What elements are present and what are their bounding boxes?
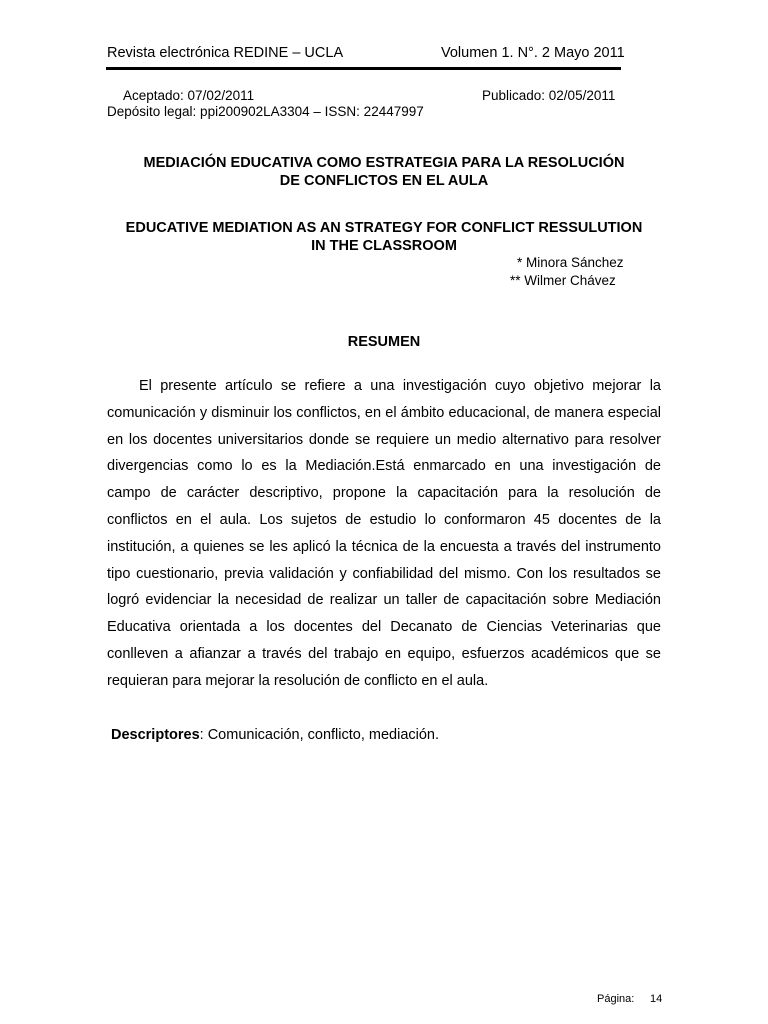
title-spanish [100, 154, 668, 190]
abstract-body: El presente artículo se refiere a una investigación cuyo objetivo mejorar la comunicación y disminuir los conflictos, en el ámbito educacional, de manera especial en los docentes universitarios donde se requiere un medio alternativo para resolver divergencias como lo es la Mediación.Está enmarcado en una investigación de campo de carácter descriptivo, propone la capacitación para la resolución de conflictos en el aula. Los sujetos de estudio lo conformaron 45 docentes de la institución, a quienes se les aplicó la técnica de la encuesta a través del instrumento tipo cuestionario, previa validación y confiabilidad del mismo. Con los resultados se logró evidenciar la necesidad de realizar un taller de capacitación sobre Mediación Educativa orientada a los docentes del Decanato de Ciencias Veterinarias que conlleven a afianzar a través del trabajo en equipo, esfuerzos académicos que se requieran para mejorar la resolución de conflicto en el aula. [107, 378, 661, 689]
legal-deposit: Depósito legal: ppi200902LA3304 – ISSN: 22447997 [107, 104, 424, 119]
accepted-date: Aceptado: 07/02/2011 [123, 88, 255, 103]
title-spanish-line2: DE CONFLICTOS EN EL AULA [279, 173, 489, 189]
volume-info: Volumen 1. N°. 2 Mayo 2011 [441, 45, 625, 61]
title-english-line2: IN THE CLASSROOM [311, 238, 457, 254]
page-label: Página: [597, 993, 635, 1005]
descriptors-label: Descriptores [111, 727, 200, 743]
descriptors [111, 727, 439, 743]
journal-name: Revista electrónica REDINE – UCLA [107, 45, 344, 61]
descriptors-text: : Comunicación, conflicto, mediación. [199, 727, 440, 743]
title-spanish-line1: MEDIACIÓN EDUCATIVA COMO ESTRATEGIA PARA LA RESOLUCIÓN [143, 155, 625, 171]
author-1: * Minora Sánchez [517, 255, 624, 270]
abstract-heading: RESUMEN [347, 334, 421, 350]
title-english-line1: EDUCATIVE MEDIATION AS AN STRATEGY FOR CONFLICT RESSULUTION [125, 220, 643, 236]
page-number: 14 [650, 993, 663, 1005]
author-2: ** Wilmer Chávez [510, 273, 616, 288]
published-date: Publicado: 02/05/2011 [482, 88, 616, 103]
header-rule [106, 67, 621, 70]
title-english [100, 219, 668, 255]
